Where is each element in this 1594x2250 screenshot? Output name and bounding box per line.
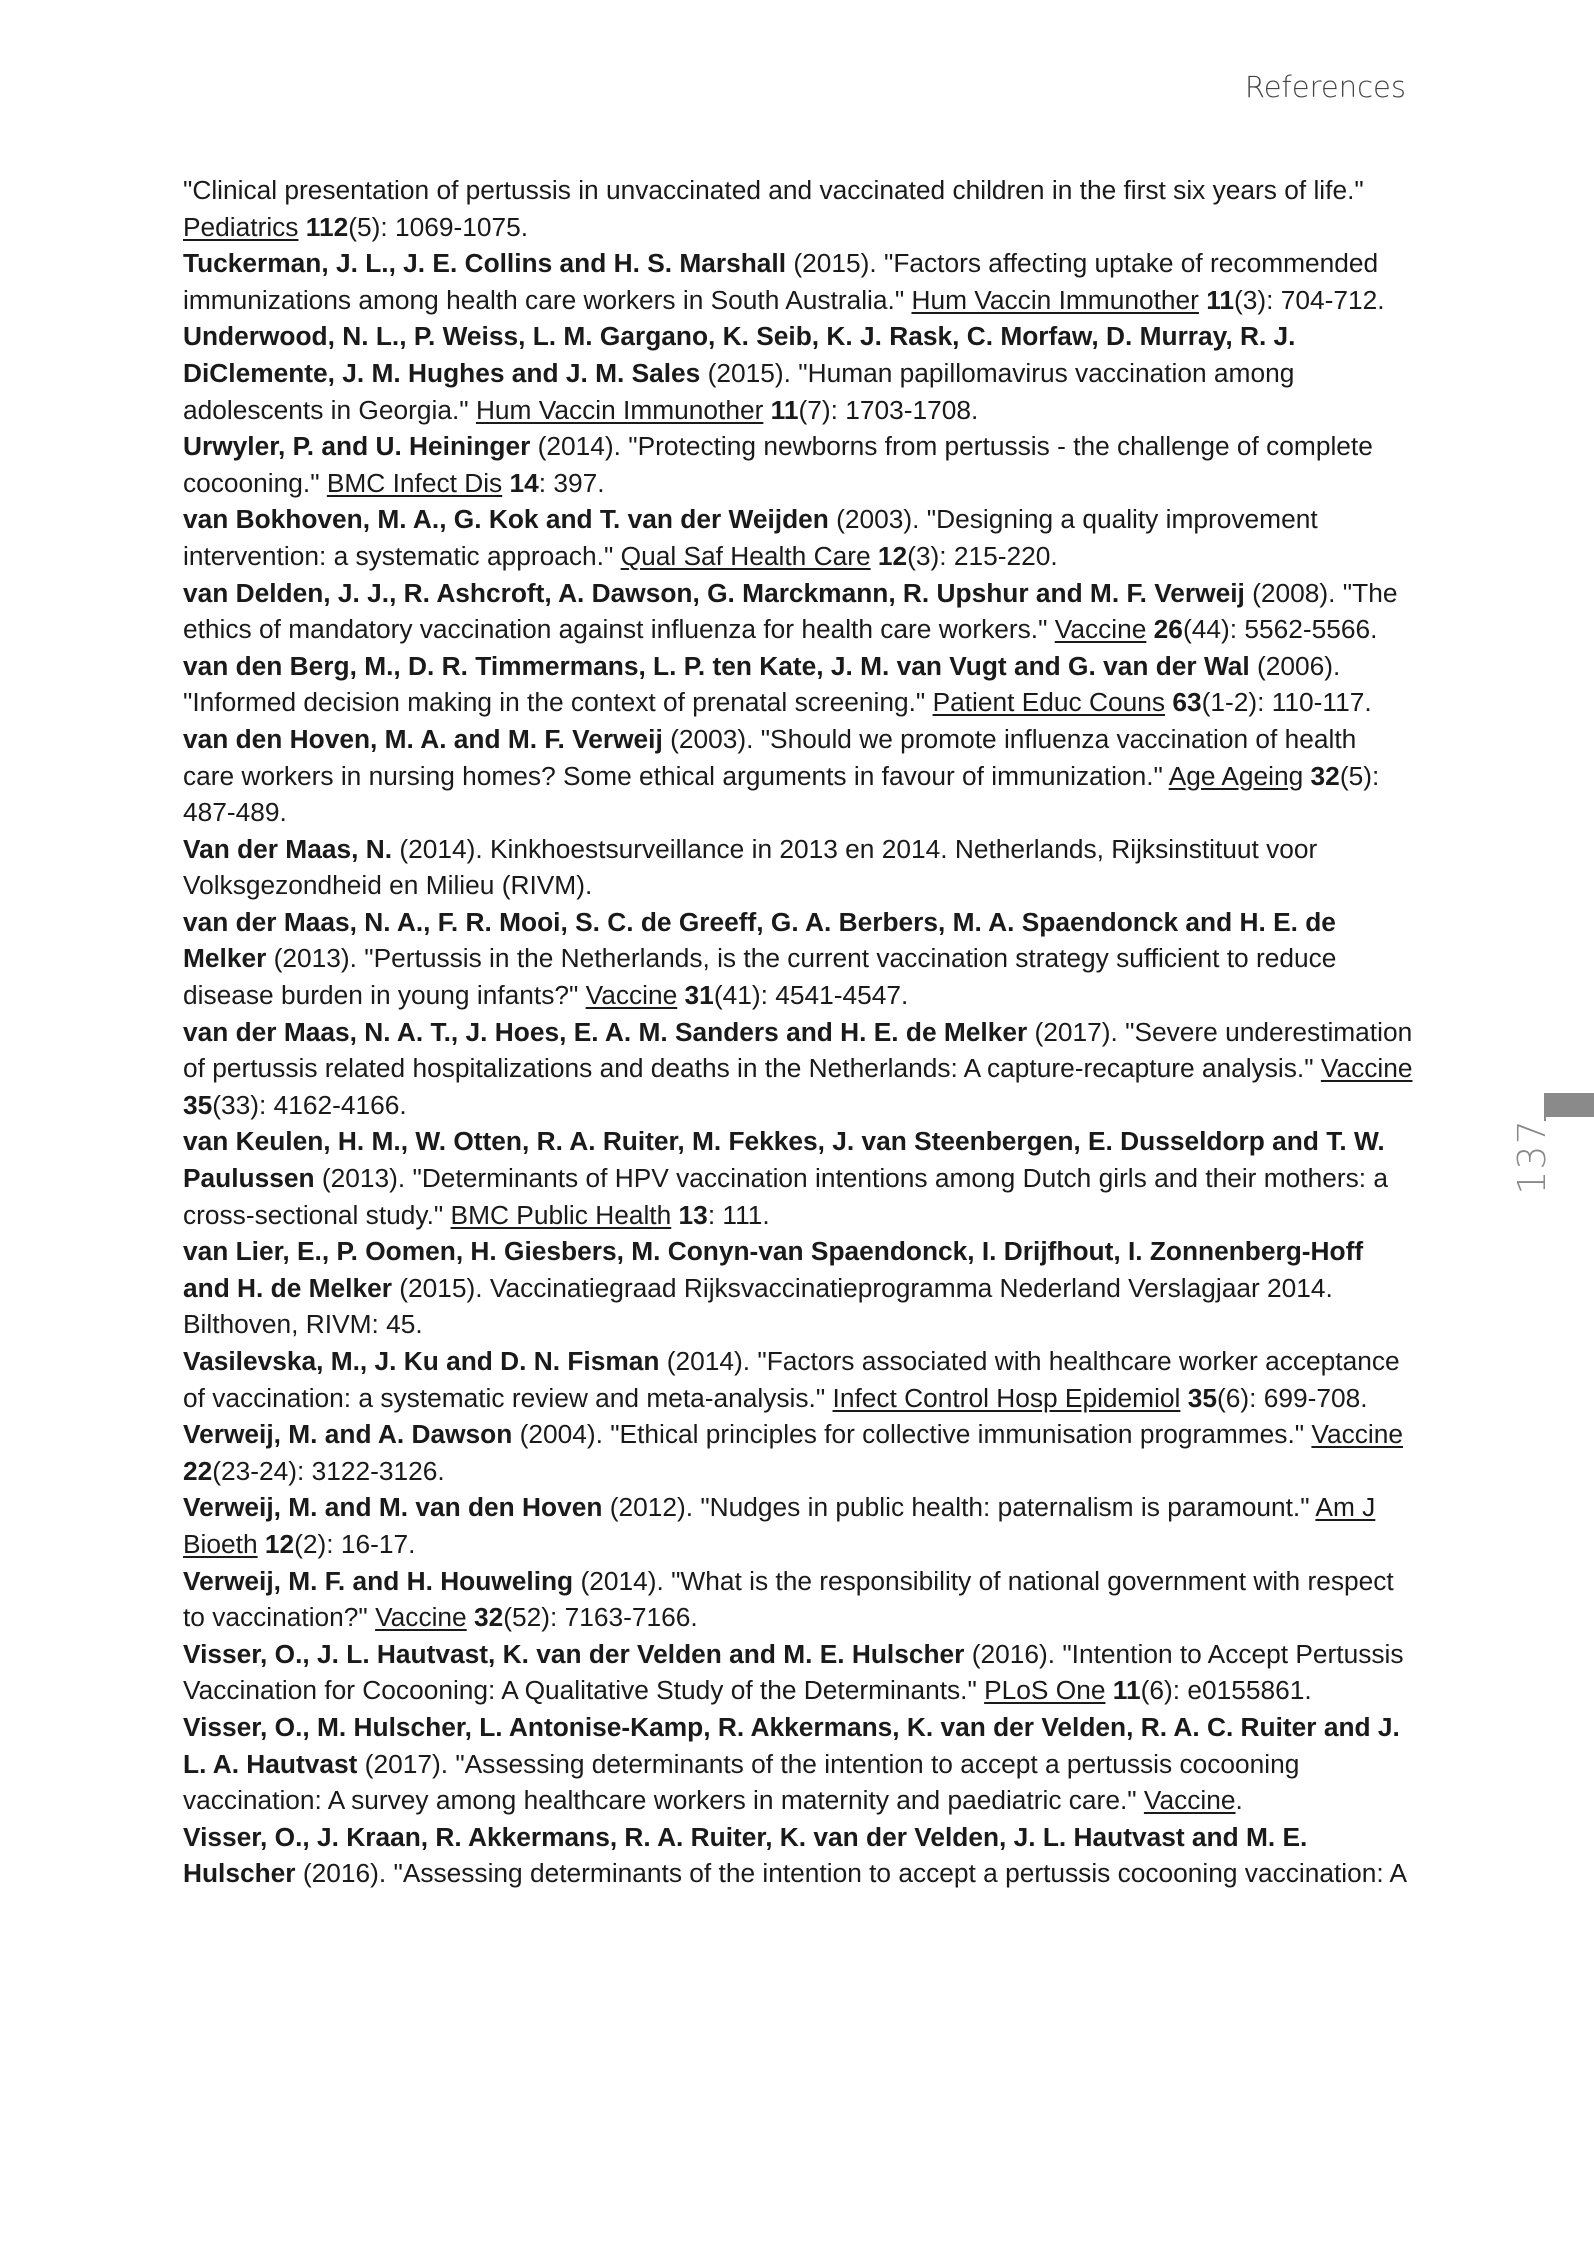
reference-authors: Visser, O., J. L. Hautvast, K. van der Velden and M. E. Hulscher (183, 1638, 965, 1669)
reference-volume: 26 (1153, 614, 1183, 645)
reference-authors: van Delden, J. J., R. Ashcroft, A. Dawson, G. Marckmann, R. Upshur and M. F. Verweij (183, 577, 1245, 608)
reference-year: (2015). (391, 1272, 490, 1303)
reference-authors: van Bokhoven, M. A., G. Kok and T. van der Weijden (183, 504, 829, 535)
reference-title: "The ethics of mandatory vaccination against influenza for health care workers." (183, 577, 1398, 645)
reference-volume: 63 (1172, 687, 1202, 718)
reference-title: "Ethical principles for collective immunisation programmes." (610, 1419, 1305, 1450)
reference-year: (2003). (828, 504, 927, 535)
reference-journal: PLoS One (984, 1675, 1106, 1706)
reference-entry (183, 721, 1413, 831)
reference-journal: Hum Vaccin Immunother (911, 284, 1199, 315)
reference-pages: (5): 487-489. (183, 760, 1380, 828)
reference-authors: van der Maas, N. A. T., J. Hoes, E. A. M. Sanders and H. E. de Melker (183, 1016, 1028, 1047)
reference-pages: (1-2): 110-117. (1201, 687, 1372, 718)
reference-volume: 32 (1310, 760, 1340, 791)
reference-journal: Infect Control Hosp Epidemiol (832, 1382, 1181, 1413)
reference-year: (2017). (357, 1748, 456, 1779)
reference-pages: (5): 1069-1075. (348, 211, 529, 242)
reference-title: "Protecting newborns from pertussis - the challenge of complete cocooning." (183, 431, 1373, 498)
reference-pages: (6): 699-708. (1216, 1382, 1368, 1413)
reference-volume: 12 (877, 540, 908, 571)
reference-authors: Underwood, N. L., P. Weiss, L. M. Gargano, K. Seib, K. J. Rask, C. Morfaw, D. Murray, R. J. DiClemente, J. M. Hughes and J. M. Sales (183, 321, 1296, 388)
reference-title: "Factors affecting uptake of recommended immunizations among health care workers in South Australia." (183, 248, 1379, 315)
reference-pages: (3): 704-712. (1234, 284, 1385, 315)
reference-authors: Verweij, M. and M. van den Hoven (183, 1492, 603, 1523)
reference-volume: 11 (1112, 1675, 1141, 1706)
reference-title: "Intention to Accept Pertussis Vaccination for Cocooning: A Qualitative Study of the Determinants." (183, 1638, 1404, 1706)
reference-entry (183, 245, 1413, 318)
reference-pages: : 397. (538, 467, 605, 498)
reference-authors: Van der Maas, N. (183, 833, 393, 864)
reference-title: "Pertussis in the Netherlands, is the current vaccination strategy sufficient to reduce disease burden in young infants?" (183, 943, 1337, 1011)
reference-title: "Determinants of HPV vaccination intentions among Dutch girls and their mothers: a cross-sectional study." (183, 1163, 1388, 1230)
reference-title: "Assessing determinants of the intention to accept a pertussis cocooning vaccination: A survey among healthcare workers in maternity and paediatric care." (183, 1748, 1300, 1816)
reference-volume: 12 (264, 1528, 295, 1559)
reference-volume: 112 (305, 211, 349, 242)
reference-title: "What is the responsibility of national government with respect to vaccination?" (183, 1565, 1394, 1633)
reference-title: "Nudges in public health: paternalism is paramount." (700, 1492, 1310, 1523)
reference-title: "Human papillomavirus vaccination among adolescents in Georgia." (183, 357, 1295, 425)
reference-journal: Vaccine (1054, 614, 1147, 645)
reference-volume: 35 (1187, 1382, 1217, 1413)
reference-year: (2014). (659, 1346, 758, 1376)
reference-year: (2008). (1244, 577, 1343, 608)
reference-authors: Visser, O., J. Kraan, R. Akkermans, R. A. Ruiter, K. van der Velden, J. L. Hautvast and M. E. Hulscher (183, 1821, 1308, 1889)
reference-year: (2003). (662, 723, 761, 754)
reference-entry (183, 648, 1413, 721)
reference-entry (183, 1819, 1413, 1892)
reference-year: (2012). (602, 1492, 701, 1523)
reference-entry (183, 318, 1413, 428)
reference-year: (2016). (964, 1638, 1063, 1669)
running-head: References (1244, 70, 1406, 104)
reference-year: (2014). (392, 833, 490, 864)
reference-year: (2017). (1027, 1016, 1126, 1047)
reference-pages: (33): 4162-4166. (212, 1089, 407, 1120)
reference-entry (183, 831, 1413, 904)
reference-journal: Vaccine (375, 1602, 467, 1633)
reference-journal: Vaccine (1320, 1053, 1413, 1084)
reference-pages: : 111. (707, 1199, 770, 1230)
reference-authors: Vasilevska, M., J. Ku and D. N. Fisman (183, 1346, 660, 1376)
reference-authors: Urwyler, P. and U. Heininger (183, 431, 531, 462)
reference-title: "Informed decision making in the context of prenatal screening." (183, 687, 926, 718)
reference-pages: (41): 4541-4547. (713, 980, 909, 1011)
reference-journal: Qual Saf Health Care (620, 540, 871, 571)
reference-volume: 35 (183, 1089, 213, 1120)
reference-journal: Hum Vaccin Immunother (475, 394, 764, 425)
reference-authors: Verweij, M. and A. Dawson (183, 1419, 513, 1450)
reference-journal: Age Ageing (1168, 760, 1304, 791)
reference-list (183, 172, 1413, 1892)
reference-entry (183, 904, 1413, 1014)
reference-journal: BMC Infect Dis (326, 467, 503, 498)
reference-year: (2016). (295, 1858, 394, 1889)
reference-volume: 22 (183, 1455, 213, 1486)
reference-authors: van der Maas, N. A., F. R. Mooi, S. C. de Greeff, G. A. Berbers, M. A. Spaendonck and H. E. de Melker (183, 906, 1336, 974)
reference-year: (2015). (786, 248, 884, 279)
reference-volume: 32 (474, 1602, 504, 1633)
reference-year: (2006). (1249, 650, 1341, 681)
reference-entry (183, 1233, 1413, 1343)
reference-year: (2015). (700, 357, 799, 388)
reference-authors: Tuckerman, J. L., J. E. Collins and H. S. Marshall (183, 248, 787, 279)
reference-journal: Am J Bioeth (183, 1492, 1376, 1559)
reference-entry (183, 1709, 1413, 1819)
reference-entry (183, 501, 1413, 574)
reference-pages: (2): 16-17. (294, 1528, 416, 1559)
reference-journal: BMC Public Health (450, 1199, 672, 1230)
reference-volume: 13 (678, 1199, 708, 1230)
reference-pages: (23-24): 3122-3126. (212, 1455, 445, 1486)
reference-journal: Pediatrics (183, 211, 299, 242)
page-number: 137 (1510, 1119, 1554, 1195)
reference-entry (183, 1343, 1413, 1416)
reference-entry (183, 1014, 1413, 1124)
reference-entry (183, 1416, 1413, 1489)
reference-journal: Vaccine (1143, 1785, 1236, 1816)
reference-title: "Assessing determinants of the intention to accept a pertussis cocooning vaccination: A (393, 1858, 1408, 1889)
reference-authors: van den Berg, M., D. R. Timmermans, L. P. ten Kate, J. M. van Vugt and G. van der Wal (183, 650, 1250, 681)
reference-title: "Severe underestimation of pertussis related hospitalizations and deaths in the Netherlands: A capture-recapture analysis." (183, 1016, 1413, 1084)
reference-title: "Factors associated with healthcare worker acceptance of vaccination: a systematic review and meta-analysis." (183, 1346, 1400, 1413)
reference-volume: 14 (509, 467, 539, 498)
reference-entry (183, 1489, 1413, 1562)
reference-pages: (44): 5562-5566. (1182, 614, 1378, 645)
reference-authors: van Keulen, H. M., W. Otten, R. A. Ruiter, M. Fekkes, J. van Steenbergen, E. Dusseldorp and T. W. Paulussen (183, 1126, 1385, 1194)
reference-entry (183, 575, 1413, 648)
reference-journal: Vaccine (585, 980, 678, 1011)
reference-entry (183, 1563, 1413, 1636)
reference-volume: 11 (770, 394, 799, 425)
reference-year: (2013). (266, 943, 365, 974)
reference-volume: 31 (684, 980, 714, 1011)
reference-authors: Verweij, M. F. and H. Houweling (183, 1565, 574, 1596)
reference-authors: van den Hoven, M. A. and M. F. Verweij (183, 723, 663, 754)
reference-pages: (52): 7163-7166. (503, 1602, 698, 1633)
reference-year: (2014). (530, 431, 629, 462)
reference-year: (2014). (573, 1565, 672, 1596)
page-number-container (1503, 1099, 1563, 1209)
reference-pages: (3): 215-220. (907, 540, 1058, 571)
reference-year: (2004). (512, 1419, 611, 1450)
reference-title: "Should we promote influenza vaccination of health care workers in nursing homes? Some ethical arguments in favour of immunization." (183, 723, 1357, 791)
reference-title: Vaccinatiegraad Rijksvaccinatieprogramma Nederland Verslagjaar 2014. Bilthoven, RIVM: 45. (183, 1272, 1333, 1340)
reference-entry (183, 428, 1413, 501)
reference-entry (183, 1123, 1413, 1233)
reference-authors: Visser, O., M. Hulscher, L. Antonise-Kamp, R. Akkermans, K. van der Velden, R. A. C. Ruiter and J. L. A. Hautvast (183, 1711, 1400, 1779)
reference-journal: Vaccine (1311, 1419, 1404, 1450)
reference-volume: 11 (1206, 284, 1235, 315)
reference-title: "Clinical presentation of pertussis in unvaccinated and vaccinated children in the first six years of life." (183, 175, 1364, 205)
reference-journal: Patient Educ Couns (932, 687, 1165, 718)
reference-pages: (7): 1703-1708. (798, 394, 979, 425)
reference-title: Kinkhoestsurveillance in 2013 en 2014. Netherlands, Rijksinstituut voor Volksgezondheid en Milieu (RIVM). (183, 833, 1318, 901)
reference-year: (2013). (314, 1163, 413, 1194)
reference-title: "Designing a quality improvement intervention: a systematic approach." (183, 504, 1318, 571)
reference-entry (183, 1636, 1413, 1709)
reference-authors: van Lier, E., P. Oomen, H. Giesbers, M. Conyn-van Spaendonck, I. Drijfhout, I. Zonnenberg-Hoff and H. de Melker (183, 1236, 1364, 1303)
reference-pages: . (1235, 1785, 1243, 1816)
reference-pages: (6): e0155861. (1140, 1675, 1312, 1706)
reference-entry (183, 172, 1413, 245)
